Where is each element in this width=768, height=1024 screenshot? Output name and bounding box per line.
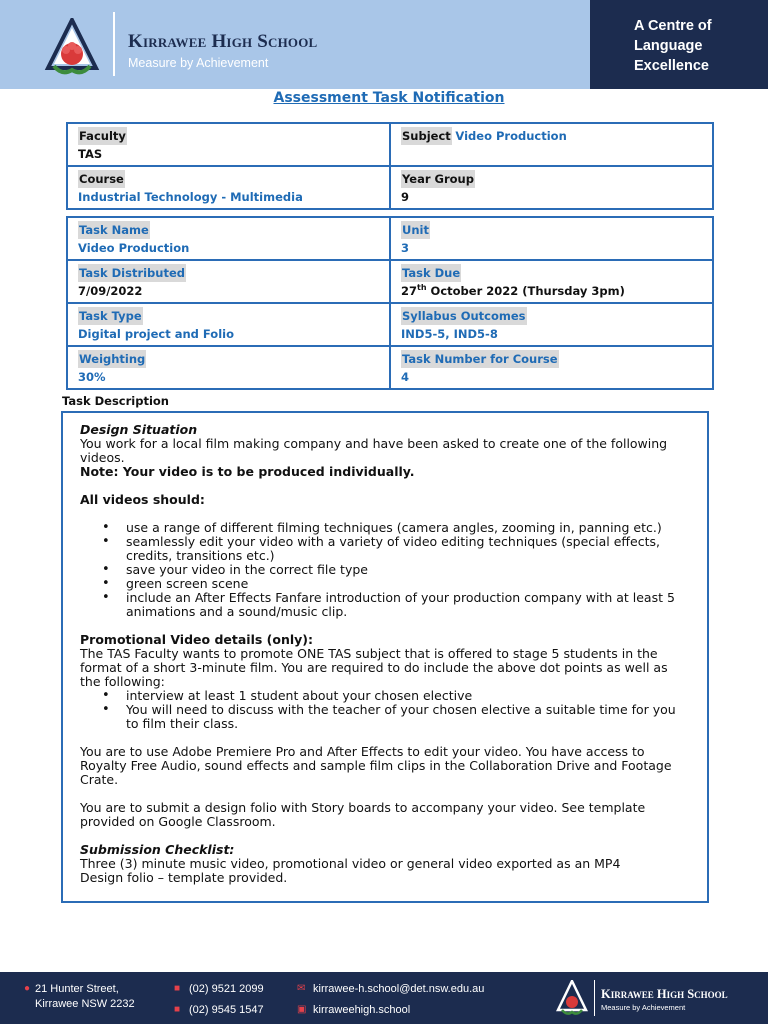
banner-line: A Centre of (634, 18, 712, 34)
school-crest-logo (44, 18, 100, 78)
subject-cell (390, 123, 713, 166)
centre-of-excellence-banner (590, 0, 768, 89)
footer-phone-1: (02) 9521 2099 (189, 983, 264, 995)
syllabus-outcomes-cell (390, 303, 713, 346)
due-day: 27 (401, 284, 418, 298)
syllabus-outcomes-value: IND5-5, IND5-8 (401, 327, 498, 341)
all-videos-list (80, 521, 690, 619)
year-group-value: 9 (401, 190, 410, 204)
task-description-box (61, 411, 709, 903)
list-item: • use a range of different filming techniques (camera angles, zooming in, panning etc.) (80, 521, 690, 535)
promo-heading: Promotional Video details (only): (80, 632, 313, 647)
footer (0, 972, 768, 1024)
footer-phone-2: (02) 9545 1547 (189, 1004, 264, 1016)
task-distributed-value: 7/09/2022 (78, 284, 143, 298)
task-name-cell (67, 217, 390, 260)
footer-school-name: Kirrawee High School (601, 987, 728, 1001)
school-tagline: Measure by Achievement (128, 56, 269, 70)
year-group-label: Year Group (402, 172, 474, 186)
design-situation-text: You work for a local film making company and have been asked to create one of the following videos. (80, 436, 668, 465)
unit-label: Unit (402, 223, 429, 237)
letterhead (0, 0, 768, 89)
task-type-value: Digital project and Folio (78, 327, 234, 341)
due-date-rest: October 2022 (Thursday 3pm) (426, 284, 625, 298)
task-number-label: Task Number for Course (402, 352, 558, 366)
footer-email[interactable]: kirrawee-h.school@det.nsw.edu.au (313, 983, 485, 995)
website-icon: ▣ (297, 1004, 307, 1015)
checklist-line: Design folio – template provided. (80, 870, 288, 885)
due-day-suffix: th (417, 283, 427, 293)
promo-text: The TAS Faculty wants to promote ONE TAS subject that is offered to stage 5 students in the format of a short 3-minute film. You are required to do include the above dot points as well as the following: (80, 646, 668, 689)
all-videos-heading: All videos should: (80, 492, 205, 507)
footer-website[interactable]: kirraweehigh.school (313, 1004, 411, 1016)
banner-line: Excellence (634, 58, 709, 74)
subject-value: Video Production (455, 129, 567, 143)
list-item: • green screen scene (80, 577, 690, 591)
letterhead-brand (0, 0, 590, 89)
course-cell (67, 166, 390, 209)
footer-address-line1: 21 Hunter Street, (35, 983, 119, 995)
task-due-value (401, 282, 702, 300)
fax-icon: ■ (174, 1004, 181, 1015)
weighting-label: Weighting (79, 352, 146, 366)
task-due-label: Task Due (402, 266, 461, 280)
folio-text: You are to submit a design folio with Story boards to accompany your video. See template provided on Google Classroom. (80, 800, 646, 829)
footer-address-line2: Kirrawee NSW 2232 (35, 998, 135, 1010)
faculty-cell (67, 123, 390, 166)
document-title: Assessment Task Notification (273, 90, 505, 106)
email-icon: ✉ (297, 983, 306, 994)
task-distributed-cell (67, 260, 390, 303)
subject-label: Subject (402, 129, 451, 143)
phone-icon: ■ (174, 983, 181, 994)
promo-list (80, 689, 690, 731)
task-name-value: Video Production (78, 241, 190, 255)
task-name-label: Task Name (79, 223, 149, 237)
year-group-cell (390, 166, 713, 209)
banner-line: Language (634, 38, 703, 54)
task-number-cell (390, 346, 713, 389)
location-pin-icon: ● (24, 983, 31, 994)
faculty-label: Faculty (79, 129, 126, 143)
task-due-cell (390, 260, 713, 303)
footer-tagline: Measure by Achievement (601, 1003, 686, 1012)
checklist-line: Three (3) minute music video, promotional video or general video exported as an MP4 (80, 856, 621, 871)
footer-divider (594, 980, 595, 1016)
task-info-table (66, 216, 714, 390)
syllabus-outcomes-label: Syllabus Outcomes (402, 309, 526, 323)
faculty-value: TAS (78, 147, 103, 161)
list-item: • include an After Effects Fanfare introduction of your production company with at least 5 animations and a sound/music clip. (80, 591, 690, 619)
list-item: • You will need to discuss with the teacher of your chosen elective a suitable time for you to film their class. (80, 703, 690, 731)
footer-school-crest-logo (556, 980, 588, 1016)
software-text: You are to use Adobe Premiere Pro and After Effects to edit your video. You have access to Royalty Free Audio, sound effects and sample film clips in the Collaboration Drive and Footage Crate. (80, 744, 672, 787)
submission-checklist-heading: Submission Checklist: (80, 842, 235, 857)
task-distributed-label: Task Distributed (79, 266, 186, 280)
unit-cell (390, 217, 713, 260)
individual-note: Note: Your video is to be produced individually. (80, 464, 415, 479)
list-item: • seamlessly edit your video with a variety of video editing techniques (special effects, credits, transitions etc.) (80, 535, 690, 563)
task-type-label: Task Type (79, 309, 142, 323)
unit-value: 3 (401, 241, 410, 255)
course-value: Industrial Technology - Multimedia (78, 190, 303, 204)
task-description-label: Task Description (62, 394, 169, 408)
list-item: • save your video in the correct file type (80, 563, 690, 577)
weighting-cell (67, 346, 390, 389)
list-item: • interview at least 1 student about your chosen elective (80, 689, 690, 703)
course-info-table (66, 122, 714, 210)
design-situation-heading: Design Situation (80, 422, 198, 437)
school-name: Kirrawee High School (128, 31, 318, 52)
letterhead-divider (113, 12, 115, 76)
task-number-value: 4 (401, 370, 410, 384)
course-label: Course (79, 172, 124, 186)
weighting-value: 30% (78, 370, 106, 384)
task-type-cell (67, 303, 390, 346)
